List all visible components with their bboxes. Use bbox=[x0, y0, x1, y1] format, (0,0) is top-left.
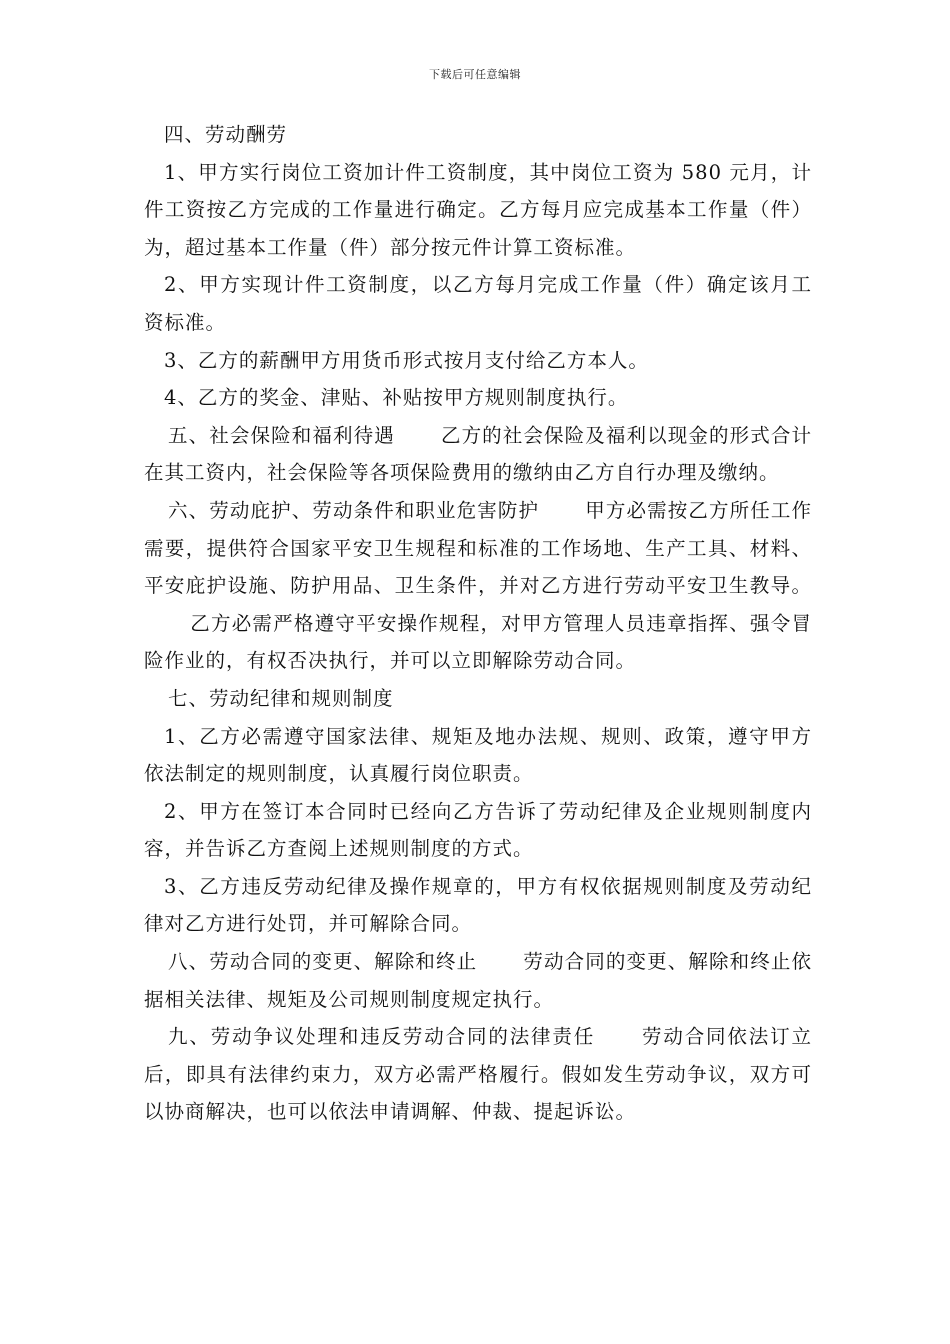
section-dispute-resolution: 九、劳动争议处理和违反劳动合同的法律责任 劳动合同依法订立后，即具有法律约束力，双方必需严格履行。假如发生劳动争议，双方可以协商解决，也可以依法申请调解、仲裁、提起诉讼。 bbox=[144, 1025, 812, 1124]
paragraph-remuneration-1: 1、甲方实行岗位工资加计件工资制度，其中岗位工资为 580 元月，计件工资按乙方完成的工作量进行确定。乙方每月应完成基本工作量（件）为，超过基本工作量（件）部分按元件计算工资标准。 bbox=[144, 160, 812, 259]
section-contract-change: 八、劳动合同的变更、解除和终止 劳动合同的变更、解除和终止依据相关法律、规矩及公司规则制度规定执行。 bbox=[144, 950, 812, 1011]
page-header: 下载后可任意编辑 bbox=[429, 68, 521, 81]
section-labor-protection: 六、劳动庇护、劳动条件和职业危害防护 甲方必需按乙方所任工作需要，提供符合国家平安卫生规程和标准的工作场地、生产工具、材料、平安庇护设施、防护用品、卫生条件，并对乙方进行劳动平安卫生教导。乙方必需严格遵守平安操作规程，对甲方管理人员违章指挥、强令冒险作业的，有权否决执行，并可以立即解除劳动合同。 bbox=[144, 498, 812, 673]
section-heading-remuneration: 四、劳动酬劳 bbox=[164, 123, 288, 146]
document-body bbox=[144, 116, 812, 1131]
paragraph-discipline-3: 3、乙方违反劳动纪律及操作规章的，甲方有权依据规则制度及劳动纪律对乙方进行处罚，并可解除合同。 bbox=[144, 874, 812, 936]
paragraph-discipline-1: 1、乙方必需遵守国家法律、规矩及地办法规、规则、政策，遵守甲方依法制定的规则制度，认真履行岗位职责。 bbox=[144, 724, 812, 786]
paragraph-remuneration-4: 4、乙方的奖金、津贴、补贴按甲方规则制度执行。 bbox=[164, 386, 629, 410]
paragraph-remuneration-3: 3、乙方的薪酬甲方用货币形式按月支付给乙方本人。 bbox=[164, 348, 649, 372]
paragraph-discipline-2: 2、甲方在签订本合同时已经向乙方告诉了劳动纪律及企业规则制度内容，并告诉乙方查阅上述规则制度的方式。 bbox=[144, 799, 812, 861]
paragraph-remuneration-2: 2、甲方实现计件工资制度，以乙方每月完成工作量（件）确定该月工资标准。 bbox=[144, 273, 812, 334]
section-social-insurance: 五、社会保险和福利待遇 乙方的社会保险及福利以现金的形式合计在其工资内，社会保险等各项保险费用的缴纳由乙方自行办理及缴纳。 bbox=[144, 423, 812, 485]
section-heading-discipline: 七、劳动纪律和规则制度 bbox=[168, 686, 394, 710]
